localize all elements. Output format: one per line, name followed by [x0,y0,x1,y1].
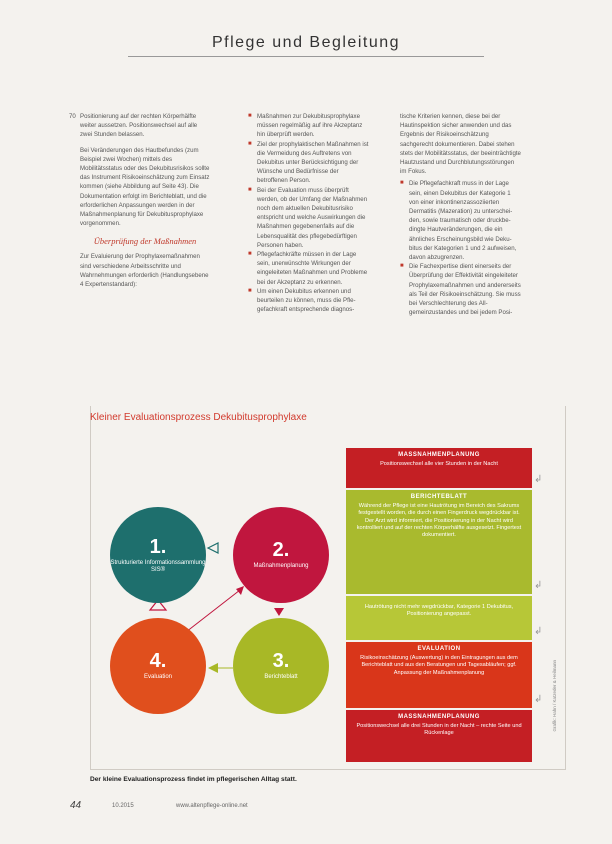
page-number: 44 [70,800,82,811]
paragraph: tische Kriterien kennen, diese bei der Hautinspektion sicher anwenden und das Ergebnis der Risikoeinschätzung sachgerecht dokumentieren. Dabei stehen stets der Mobilitätsstatus, der beeinträchtigte Hautzustand und Durchblutungsstörungen im Fokus. [400,113,521,176]
figure-caption: Der kleine Evaluationsprozess findet im pflegerischen Alltag statt. [90,776,297,783]
curve-arrow-icon: ↲ [534,626,543,637]
header-rule [128,56,484,57]
bullet-item: ■ Ziel der prophylaktischen Maßnahmen ist die Vermeidung des Auftretens von Dekubitus unter Berücksichtigung der Wünsche und Bedürfnisse der betroffenen Person. [248,140,370,186]
panel-massnahmenplanung-2: MASSNAHMENPLANUNG Positionswechsel alle drei Stunden in der Nacht – rechte Seite und Rückenlage [346,710,532,762]
cycle-diagram [90,440,330,760]
text-column-1 [69,112,210,292]
step-4-circle: 4. Evaluation [110,618,206,714]
list-number: 70 [69,113,76,120]
panel-evaluation: EVALUATION Risikoeinschätzung (Auswertung) in den Eintragungen aus dem Berichteblatt und aus den Beratungen und Tagesabläufen; ggf. Anpassung der Maßnahmenplanung [346,642,532,708]
diagonal-arrow-line [186,590,240,632]
curve-arrow-icon: ↲ [534,474,543,485]
panel-massnahmenplanung-1: MASSNAHMENPLANUNG Positionswechsel alle vier Stunden in der Nacht [346,448,532,488]
infographic-title: Kleiner Evaluationsprozess Dekubitusprophylaxe [90,412,307,423]
subheading: Überprüfung der Maßnahmen [93,236,197,247]
arrow-3-to-4-icon [208,663,218,673]
bullet-item: ■ Pflegefachkräfte müssen in der Lage sein, unerwünschte Wirkungen der eingeleiteten Maßnahmen und Probleme bei der Akzeptanz zu erkennen. [248,250,370,287]
bullet-item: ■ Maßnahmen zur Dekubitusprophylaxe müssen regelmäßig auf ihre Akzeptanz hin überprüft werden. [248,112,370,140]
paragraph: Zur Evaluierung der Prophylaxemaßnahmen sind verschiedene Arbeitsschritte und Wahrnehmungen erforderlich (Handlungsebene 4 Expertenstandard): [80,253,209,289]
graphic-credit: Grafik: Hahn / Katzeder & Heilmann [552,660,557,732]
bullet-item: ■ Um einen Dekubitus erkennen und beurteilen zu können, muss die Pflegefachkraft entsprechende diagnos- [248,287,370,315]
panel-berichteblatt-2: Hautrötung nicht mehr wegdrückbar, Kategorie 1 Dekubitus, Positionierung angepasst. [346,596,532,640]
diagonal-arrow-icon [236,586,244,595]
step-3-circle: 3. Berichteblatt [233,618,329,714]
issue-date: 10.2015 [112,803,134,809]
curve-arrow-icon: ↲ [534,694,543,705]
page-title: Pflege und Begleitung [211,34,401,51]
website-url: www.altenpflege-online.net [176,803,248,809]
bullet-item: ■ Bei der Evaluation muss überprüft werden, ob der Umfang der Maßnahmen noch dem aktuellen Dekubitusrisiko entspricht und welche Auswirkungen die Maßnahmen gegebenenfalls auf die Lebensqualität des pflegebedürftigen Personen haben. [248,186,370,250]
bullet-item: ■ Die Pflegefachkraft muss in der Lage sein, einen Dekubitus der Kategorie 1 von einer inkontinenzassoziierten Dermatitis (Mazeration) zu unterscheiden, sowie traumatisch oder druckbedingte Hautveränderungen, die ein ähnliches Erscheinungsbild wie Dekubitus der Kategorien 1 und 2 aufweisen, davon abzugrenzen. [400,179,522,262]
step-2-circle: 2. Maßnahmenplanung [233,507,329,603]
paragraph: 70 Positionierung auf der rechten Körperhälfte weiter aussetzen. Positionswechsel auf alle zwei Stunden belassen. [69,113,198,139]
page-header [0,34,612,52]
curve-arrow-icon: ↲ [534,580,543,591]
text-column-3 [400,112,522,317]
text-column-2 [248,112,370,314]
arrow-2-to-3-icon [274,608,284,616]
panel-berichteblatt: BERICHTEBLATT Während der Pflege ist eine Hautrötung im Bereich des Sakrums festgestellt worden, die durch einen Fingerdruck wegdrückbar ist. Der Arzt wird informiert, die Positionierung in der Nacht wird kontrolliert und auf der rechten Körperhälfte ausgesetzt. Fingertest dokumentiert. [346,490,532,594]
bullet-item: ■ Die Fachexpertise dient einerseits der Überprüfung der Effektivität eingeleiteter Prophylaxemaßnahmen und andererseits als Teil der Risikoeinschätzung. Sie muss bei Verschlechterung des Allgemeinzustandes und bei jedem Posi- [400,262,522,317]
arrow-1-to-2-icon [208,543,218,553]
paragraph: Bei Veränderungen des Hautbefundes (zum Beispiel zwei Wochen) mittels des Mobilitätsstatus oder des Dekubitusrisikos sollte das Instrument Risikoeinschätzung zum Einsatz kommen (siehe Abbildung auf Seite 43). Die Dokumentation erfolgt im Berichteblatt, und die erforderlichen Anpassungen werden in der Maßnahmenplanung für Dekubitusprophylaxe vorgenommen. [80,146,210,228]
step-1-circle: 1. Strukturierte Informationssammlung SIS® [110,507,206,603]
